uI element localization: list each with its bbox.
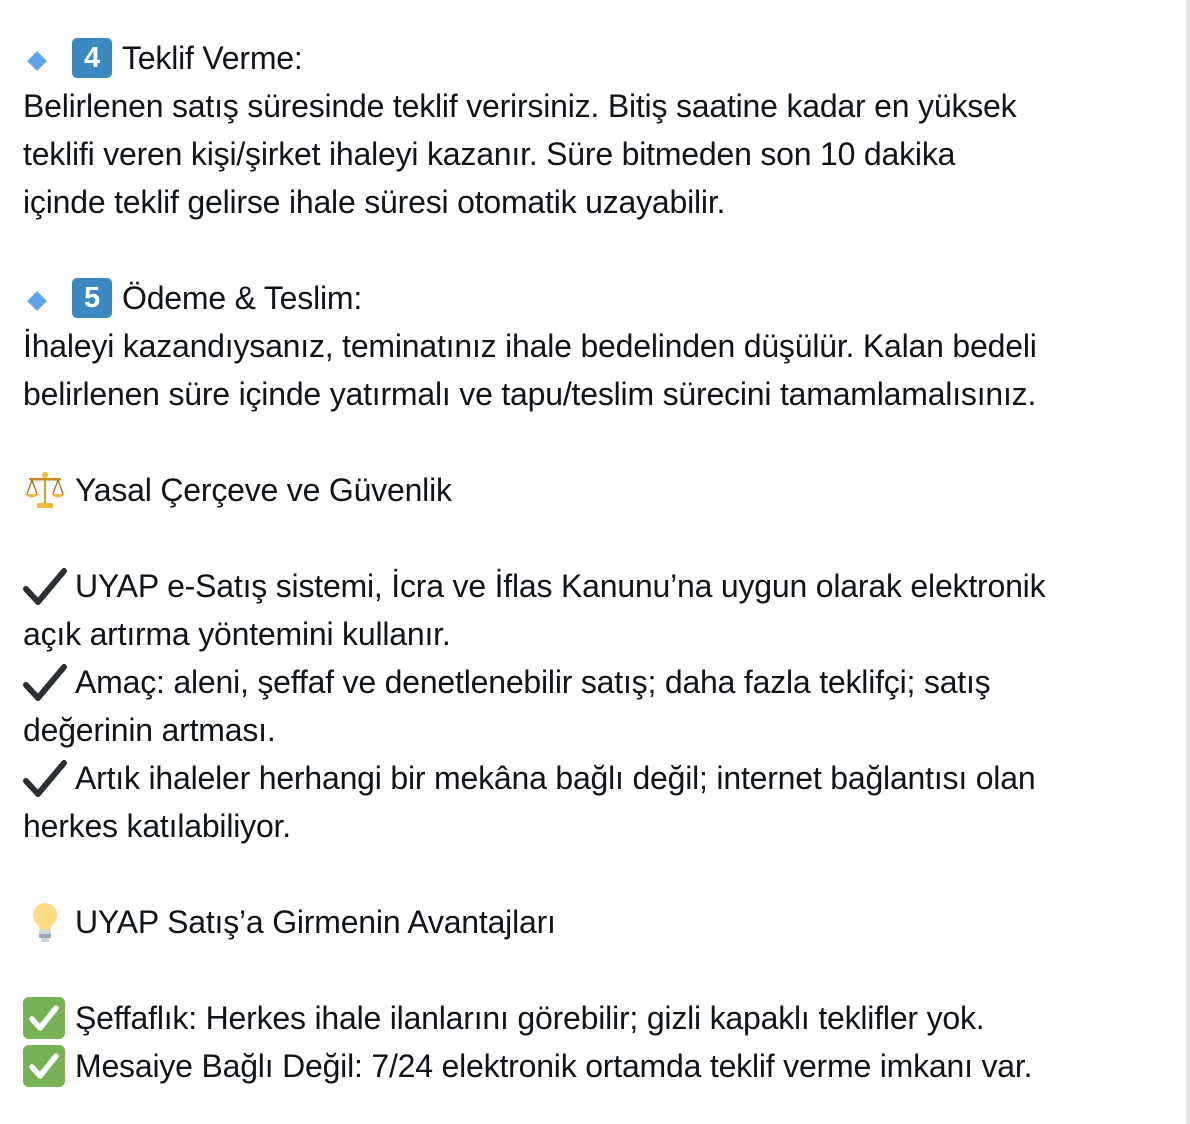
step-4-line-3: içinde teklif gelirse ihale süresi otomatik uzayabilir. <box>23 184 726 220</box>
step-5-heading <box>23 274 1173 322</box>
advantages-heading-text: UYAP Satış’a Girmenin Avantajları <box>75 904 556 940</box>
check-mark-icon <box>23 759 67 799</box>
post-text <box>23 34 1173 1090</box>
step-4-line-2: teklifi veren kişi/şirket ihaleyi kazanır. Süre bitmeden son 10 dakika <box>23 136 956 172</box>
spacer <box>23 226 1173 274</box>
legal-item-3-line-1: Artık ihaleler herhangi bir mekâna bağlı değil; internet bağlantısı olan <box>23 754 1173 802</box>
step-4-heading <box>23 34 1173 82</box>
check-mark-icon <box>23 663 67 703</box>
spacer <box>23 850 1173 898</box>
check-box-icon <box>23 997 65 1039</box>
blue-diamond-icon <box>28 292 46 310</box>
keycap-5-icon: 5 <box>72 278 112 318</box>
check-mark-icon <box>23 567 67 607</box>
legal-item-2-line-2: değerinin artması. <box>23 712 276 748</box>
legal-item-3-line-2: herkes katılabiliyor. <box>23 808 291 844</box>
step-5-line-2: belirlenen süre içinde yatırmalı ve tapu/teslim sürecini tamamlamalısınız. <box>23 376 1037 412</box>
balance-scale-icon <box>23 468 67 512</box>
light-bulb-icon <box>23 900 67 944</box>
advantage-item-2: Mesaiye Bağlı Değil: 7/24 elektronik ortamda teklif verme imkanı var. <box>23 1042 1173 1090</box>
legal-heading <box>23 466 1173 514</box>
step-4-line-1: Belirlenen satış süresinde teklif verirsiniz. Bitiş saatine kadar en yüksek <box>23 88 1017 124</box>
spacer <box>23 946 1173 994</box>
blue-diamond-icon <box>28 52 46 70</box>
legal-heading-text: Yasal Çerçeve ve Güvenlik <box>75 472 452 508</box>
step-5-title: Ödeme & Teslim: <box>122 280 363 316</box>
keycap-4-icon: 4 <box>72 38 112 78</box>
spacer <box>23 418 1173 466</box>
legal-item-1-line-1: UYAP e-Satış sistemi, İcra ve İflas Kanunu’na uygun olarak elektronik <box>23 562 1173 610</box>
advantages-heading <box>23 898 1173 946</box>
legal-item-1-line-2: açık artırma yöntemini kullanır. <box>23 616 451 652</box>
step-5-line-1: İhaleyi kazandıysanız, teminatınız ihale bedelinden düşülür. Kalan bedeli <box>23 328 1037 364</box>
check-box-icon <box>23 1045 65 1087</box>
legal-item-2-line-1: Amaç: aleni, şeffaf ve denetlenebilir satış; daha fazla teklifçi; satış <box>23 658 1173 706</box>
advantage-item-1: Şeffaflık: Herkes ihale ilanlarını görebilir; gizli kapaklı teklifler yok. <box>23 994 1173 1042</box>
spacer <box>23 514 1173 562</box>
scrollbar[interactable] <box>1186 0 1190 1124</box>
step-4-title: Teklif Verme: <box>122 40 303 76</box>
